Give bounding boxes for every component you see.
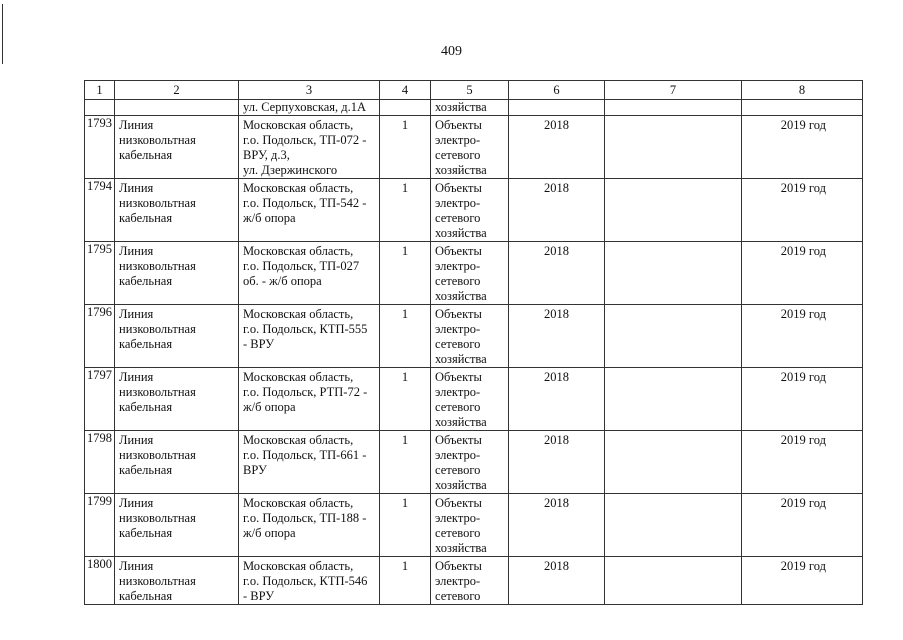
cell-address: Московская область, г.о. Подольск, ТП-661 - ВРУ (239, 431, 380, 494)
cell-name (115, 100, 239, 116)
cell-col7 (605, 242, 742, 305)
table-row (85, 305, 863, 368)
cell-year: 2018 (509, 557, 605, 605)
cell-name: Линия низковольтная кабельная (115, 179, 239, 242)
cell-num: 1795 (85, 242, 115, 305)
cell-category: Объекты электро- сетевого (431, 557, 509, 605)
cell-address: Московская область, г.о. Подольск, ТП-027 об. - ж/б опора (239, 242, 380, 305)
cell-deadline: 2019 год (742, 557, 863, 605)
table-row (85, 431, 863, 494)
cell-deadline: 2019 год (742, 494, 863, 557)
column-header-3: 3 (239, 81, 380, 100)
cell-qty: 1 (380, 557, 431, 605)
table-row (85, 368, 863, 431)
cell-deadline: 2019 год (742, 242, 863, 305)
cell-deadline: 2019 год (742, 116, 863, 179)
cell-category: Объекты электро- сетевого хозяйства (431, 179, 509, 242)
cell-address: Московская область, г.о. Подольск, КТП-546 - ВРУ (239, 557, 380, 605)
cell-category: Объекты электро- сетевого хозяйства (431, 368, 509, 431)
column-header-5: 5 (431, 81, 509, 100)
cell-col7 (605, 116, 742, 179)
cell-category: Объекты электро- сетевого хозяйства (431, 305, 509, 368)
cell-num: 1799 (85, 494, 115, 557)
cell-year: 2018 (509, 116, 605, 179)
cell-num: 1798 (85, 431, 115, 494)
column-header-8: 8 (742, 81, 863, 100)
cell-deadline (742, 100, 863, 116)
continuation-row (85, 100, 863, 116)
cell-deadline: 2019 год (742, 179, 863, 242)
cell-col7 (605, 100, 742, 116)
cell-name: Линия низковольтная кабельная (115, 494, 239, 557)
cell-category: Объекты электро- сетевого хозяйства (431, 431, 509, 494)
cell-num: 1800 (85, 557, 115, 605)
cell-year: 2018 (509, 179, 605, 242)
table-row (85, 494, 863, 557)
cell-name: Линия низковольтная кабельная (115, 431, 239, 494)
cell-address: Московская область, г.о. Подольск, РТП-72 - ж/б опора (239, 368, 380, 431)
header-row (85, 81, 863, 100)
table-row (85, 557, 863, 605)
cell-deadline: 2019 год (742, 368, 863, 431)
cell-col7 (605, 368, 742, 431)
cell-year (509, 100, 605, 116)
cell-year: 2018 (509, 368, 605, 431)
cell-col7 (605, 494, 742, 557)
cell-category: Объекты электро- сетевого хозяйства (431, 242, 509, 305)
column-header-7: 7 (605, 81, 742, 100)
cell-year: 2018 (509, 431, 605, 494)
cell-category: Объекты электро- сетевого хозяйства (431, 116, 509, 179)
cell-col7 (605, 431, 742, 494)
cell-num (85, 100, 115, 116)
cell-name: Линия низковольтная кабельная (115, 242, 239, 305)
cell-name: Линия низковольтная кабельная (115, 305, 239, 368)
cell-qty: 1 (380, 305, 431, 368)
cell-col7 (605, 179, 742, 242)
cell-year: 2018 (509, 305, 605, 368)
cell-category: Объекты электро- сетевого хозяйства (431, 494, 509, 557)
cell-address: Московская область, г.о. Подольск, ТП-188 - ж/б опора (239, 494, 380, 557)
cell-qty: 1 (380, 179, 431, 242)
cell-deadline: 2019 год (742, 305, 863, 368)
cell-year: 2018 (509, 242, 605, 305)
column-header-6: 6 (509, 81, 605, 100)
cell-name: Линия низковольтная кабельная (115, 557, 239, 605)
cell-address: Московская область, г.о. Подольск, ТП-542 - ж/б опора (239, 179, 380, 242)
cell-num: 1797 (85, 368, 115, 431)
cell-num: 1793 (85, 116, 115, 179)
cell-address: ул. Серпуховская, д.1А (239, 100, 380, 116)
cell-num: 1794 (85, 179, 115, 242)
cell-qty: 1 (380, 431, 431, 494)
cell-col7 (605, 305, 742, 368)
page-number: 409 (441, 44, 462, 59)
cell-col7 (605, 557, 742, 605)
cell-address: Московская область, г.о. Подольск, КТП-555 - ВРУ (239, 305, 380, 368)
cell-name: Линия низковольтная кабельная (115, 368, 239, 431)
cell-year: 2018 (509, 494, 605, 557)
table-row (85, 116, 863, 179)
cell-num: 1796 (85, 305, 115, 368)
cell-address: Московская область, г.о. Подольск, ТП-072 - ВРУ, д.3, ул. Дзержинского (239, 116, 380, 179)
column-header-1: 1 (85, 81, 115, 100)
cell-deadline: 2019 год (742, 431, 863, 494)
register-table (84, 80, 863, 605)
column-header-2: 2 (115, 81, 239, 100)
table-row (85, 242, 863, 305)
cell-qty: 1 (380, 116, 431, 179)
cell-category: хозяйства (431, 100, 509, 116)
cell-qty: 1 (380, 368, 431, 431)
cell-name: Линия низковольтная кабельная (115, 116, 239, 179)
cell-qty: 1 (380, 494, 431, 557)
column-header-4: 4 (380, 81, 431, 100)
cell-qty: 1 (380, 242, 431, 305)
cell-qty (380, 100, 431, 116)
table-row (85, 179, 863, 242)
